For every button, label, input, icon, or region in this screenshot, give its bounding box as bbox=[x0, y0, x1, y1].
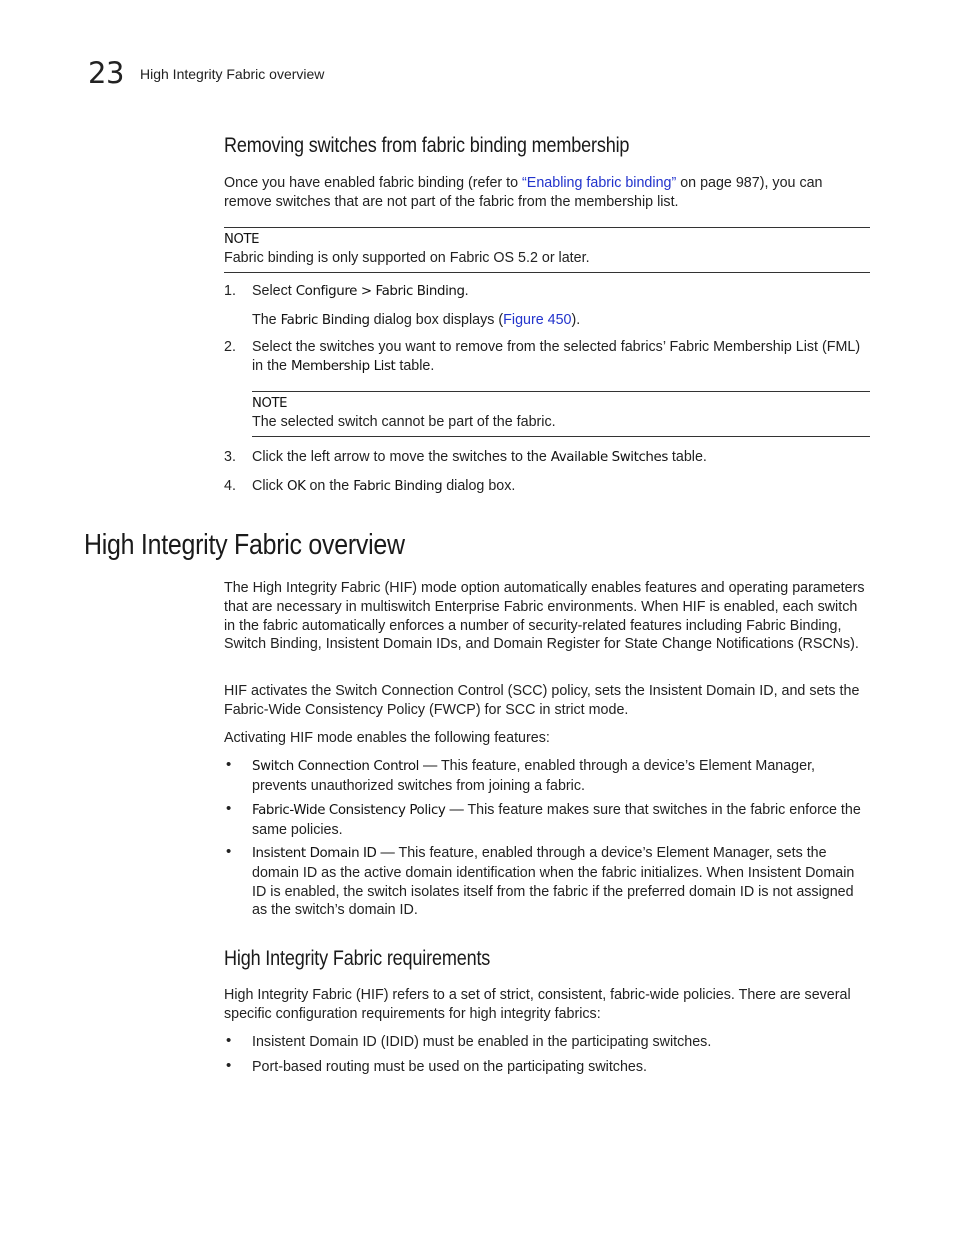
step-4: 4. Click OK on the Fabric Binding dialog box. bbox=[224, 478, 516, 494]
note-text: The selected switch cannot be part of the fabric. bbox=[252, 414, 556, 430]
bullet-icon: • bbox=[226, 756, 232, 773]
list-item: • Insistent Domain ID — This feature, enabled through a device’s Element Manager, sets the domain ID as the active domain identification when the fabric initializes. When Insistent Domain ID is enabled, the switch isolates itself from the fabric if the preferred domain ID is not assigned as the switch’s domain ID. bbox=[226, 843, 855, 919]
hif-requirements-paragraph: High Integrity Fabric (HIF) refers to a set of strict, consistent, fabric-wide policies. There are several specific configuration requirements for high integrity fabrics: bbox=[224, 987, 851, 1022]
list-item: • Fabric-Wide Consistency Policy — This feature makes sure that switches in the fabric enforce the same policies. bbox=[226, 800, 861, 838]
intro-paragraph: Once you have enabled fabric binding (refer to “Enabling fabric binding” on page 987), you can remove switches that are not part of the fabric from the membership list. bbox=[224, 175, 823, 210]
section-heading-hif-overview: High Integrity Fabric overview bbox=[84, 529, 405, 561]
hif-paragraph-3: Activating HIF mode enables the following features: bbox=[224, 730, 550, 746]
chapter-number: 23 bbox=[88, 56, 124, 90]
link-figure-450[interactable]: Figure 450 bbox=[503, 311, 572, 328]
bullet-icon: • bbox=[226, 1032, 232, 1049]
section-heading-removing-switches: Removing switches from fabric binding membership bbox=[224, 134, 630, 157]
note-box bbox=[224, 227, 870, 273]
note-label: NOTE bbox=[224, 232, 260, 247]
bullet-icon: • bbox=[226, 1057, 232, 1074]
list-item: • Insistent Domain ID (IDID) must be enabled in the participating switches. bbox=[226, 1032, 712, 1050]
bullet-icon: • bbox=[226, 800, 232, 817]
menu-path: Configure > Fabric Binding bbox=[295, 284, 465, 299]
note-text: Fabric binding is only supported on Fabric OS 5.2 or later. bbox=[224, 250, 590, 266]
list-item: • Switch Connection Control — This feature, enabled through a device’s Element Manager, prevents unauthorized switches from joining a fabric. bbox=[226, 756, 816, 794]
step-1: 1. Select Configure > Fabric Binding. The Fabric Binding dialog box displays (Figure 450). bbox=[224, 283, 581, 328]
step-3: 3. Click the left arrow to move the switches to the Available Switches table. bbox=[224, 449, 707, 465]
section-heading-hif-requirements: High Integrity Fabric requirements bbox=[224, 947, 491, 970]
note-label: NOTE bbox=[252, 396, 288, 411]
hif-paragraph-2: HIF activates the Switch Connection Control (SCC) policy, sets the Insistent Domain ID, and sets the Fabric-Wide Consistency Policy (FWCP) for SCC in strict mode. bbox=[224, 683, 860, 718]
chapter-title: High Integrity Fabric overview bbox=[140, 66, 325, 82]
hif-paragraph-1: The High Integrity Fabric (HIF) mode option automatically enables features and operating parameters that are necessary in multiswitch Enterprise Fabric environments. When HIF is enabled, each switch in the fabric automatically enforces a number of security-related features including Fabric Binding, Switch Binding, Insistent Domain IDs, and Domain Register for State Change Notifications (RSCNs). bbox=[224, 580, 865, 653]
list-item: • Port-based routing must be used on the participating switches. bbox=[226, 1057, 647, 1075]
bullet-icon: • bbox=[226, 843, 232, 860]
link-enabling-fabric-binding[interactable]: “Enabling fabric binding” bbox=[522, 175, 677, 191]
step-2: 2. Select the switches you want to remove from the selected fabrics’ Fabric Membership List (FML) in the Membership List table. bbox=[224, 339, 861, 374]
note-box bbox=[252, 391, 870, 437]
